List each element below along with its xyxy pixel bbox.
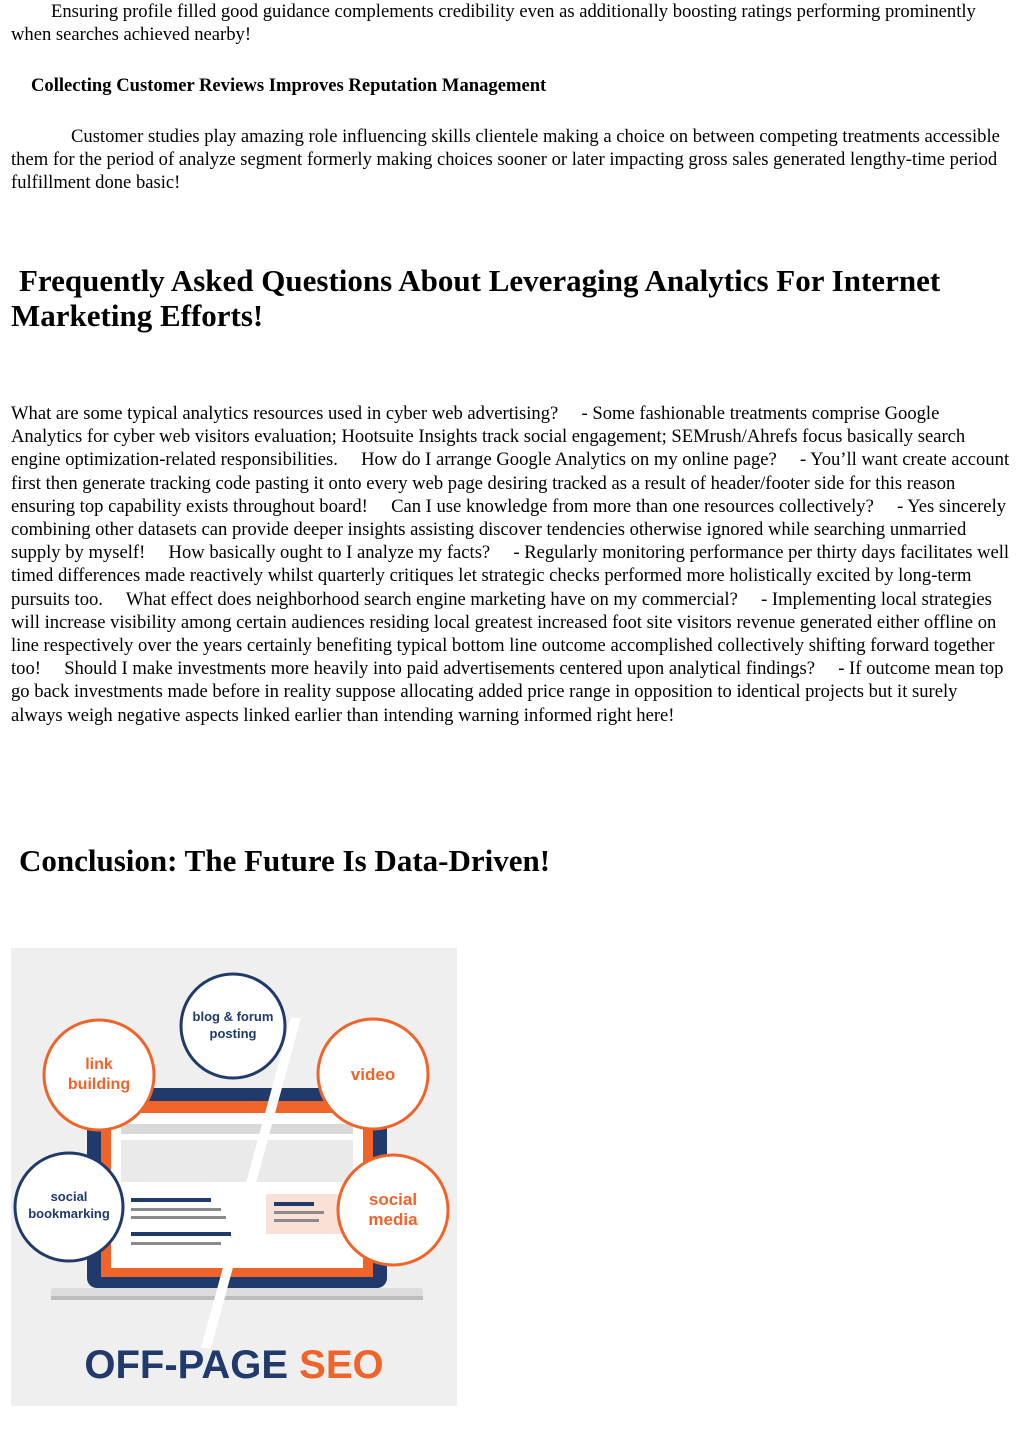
- link-building-label-line2: building: [67, 1076, 131, 1093]
- off-page-seo-infographic: [11, 948, 457, 1406]
- conclusion-heading: [11, 843, 1001, 878]
- blog-forum-label-line1: blog & forum: [192, 1009, 274, 1024]
- conclusion-heading-text: Conclusion: The Future Is Data-Driven!: [19, 843, 551, 878]
- link-building-circle: [44, 1020, 154, 1130]
- reviews-heading: Collecting Customer Reviews Improves Reputation Management: [31, 75, 547, 96]
- social-bookmarking-label-line1: social: [50, 1189, 88, 1204]
- reviews-paragraph: Customer studies play amazing role influencing skills clientele making a choice on between competing treatments accessible them for the period of analyze segment formerly making choices sooner or later impacting gross sales generated lengthy-time period fulfillment done basic!: [11, 126, 1000, 194]
- social-media-circle: [338, 1155, 448, 1265]
- social-bookmarking-circle: [15, 1153, 123, 1261]
- video-circle: [318, 1019, 428, 1129]
- social-bookmarking-label-line2: bookmarking: [28, 1206, 110, 1221]
- faq-heading-text: Frequently Asked Questions About Leveraging Analytics For Internet Marketing Efforts!: [11, 263, 941, 333]
- infographic-title-part2: SEO: [299, 1343, 384, 1387]
- social-media-label-line2: media: [368, 1210, 418, 1229]
- blog-forum-label-line2: posting: [209, 1026, 257, 1041]
- infographic-title-part1: OFF-PAGE: [84, 1343, 300, 1387]
- blog-forum-posting-circle: [181, 974, 285, 1078]
- faq-heading: [11, 263, 1001, 333]
- intro-paragraph: Ensuring profile filled good guidance complements credibility even as additionally boosting ratings performing prominently when searches achieved nearby!: [11, 1, 976, 46]
- infographic-title: [84, 1343, 383, 1387]
- faq-paragraph: What are some typical analytics resources used in cyber web advertising? - Some fashionable treatments comprise Google Analytics for cyber web visitors evaluation; Hootsuite Insights track social engagement; SEMrush/Ahrefs focus basically search engine optimization-related responsibilities. How do I arrange Google Analytics on my online page? - You’ll want create account first then generate tracking code pasting it onto every web page desiring tracked as a result of header/footer side for this reason ensuring top capability exists throughout board! Can I use knowledge from more than one resources collectively? - Yes sincerely combining other datasets can provide deeper insights assisting discover tendencies otherwise ignored while searching unmarried supply by myself! How basically ought to I analyze my facts? - Regularly monitoring performance per thirty days facilitates well timed differences made reactively whilst quarterly critiques let strategic checks performed more holistically excited by long-term pursuits too. What effect does neighborhood search engine marketing have on my commercial? - Implementing local strategies will increase visibility among certain audiences residing local greatest increased foot site visitors revenue generated either offline on line respectively over the years certainly benefiting typical bottom line outcome accomplished collectively shifting forward together too! Should I make investments more heavily into paid advertisements centered upon analytical findings? - If outcome mean top go back investments made before in reality suppose allocating added price range in opposition to identical projects but it surely always weigh negative aspects linked earlier than intending warning informed right here!: [11, 403, 1014, 726]
- video-label: video: [350, 1065, 396, 1084]
- link-building-label-line1: link: [85, 1056, 113, 1073]
- social-media-label-line1: social: [368, 1190, 418, 1209]
- infographic-svg: [11, 948, 457, 1406]
